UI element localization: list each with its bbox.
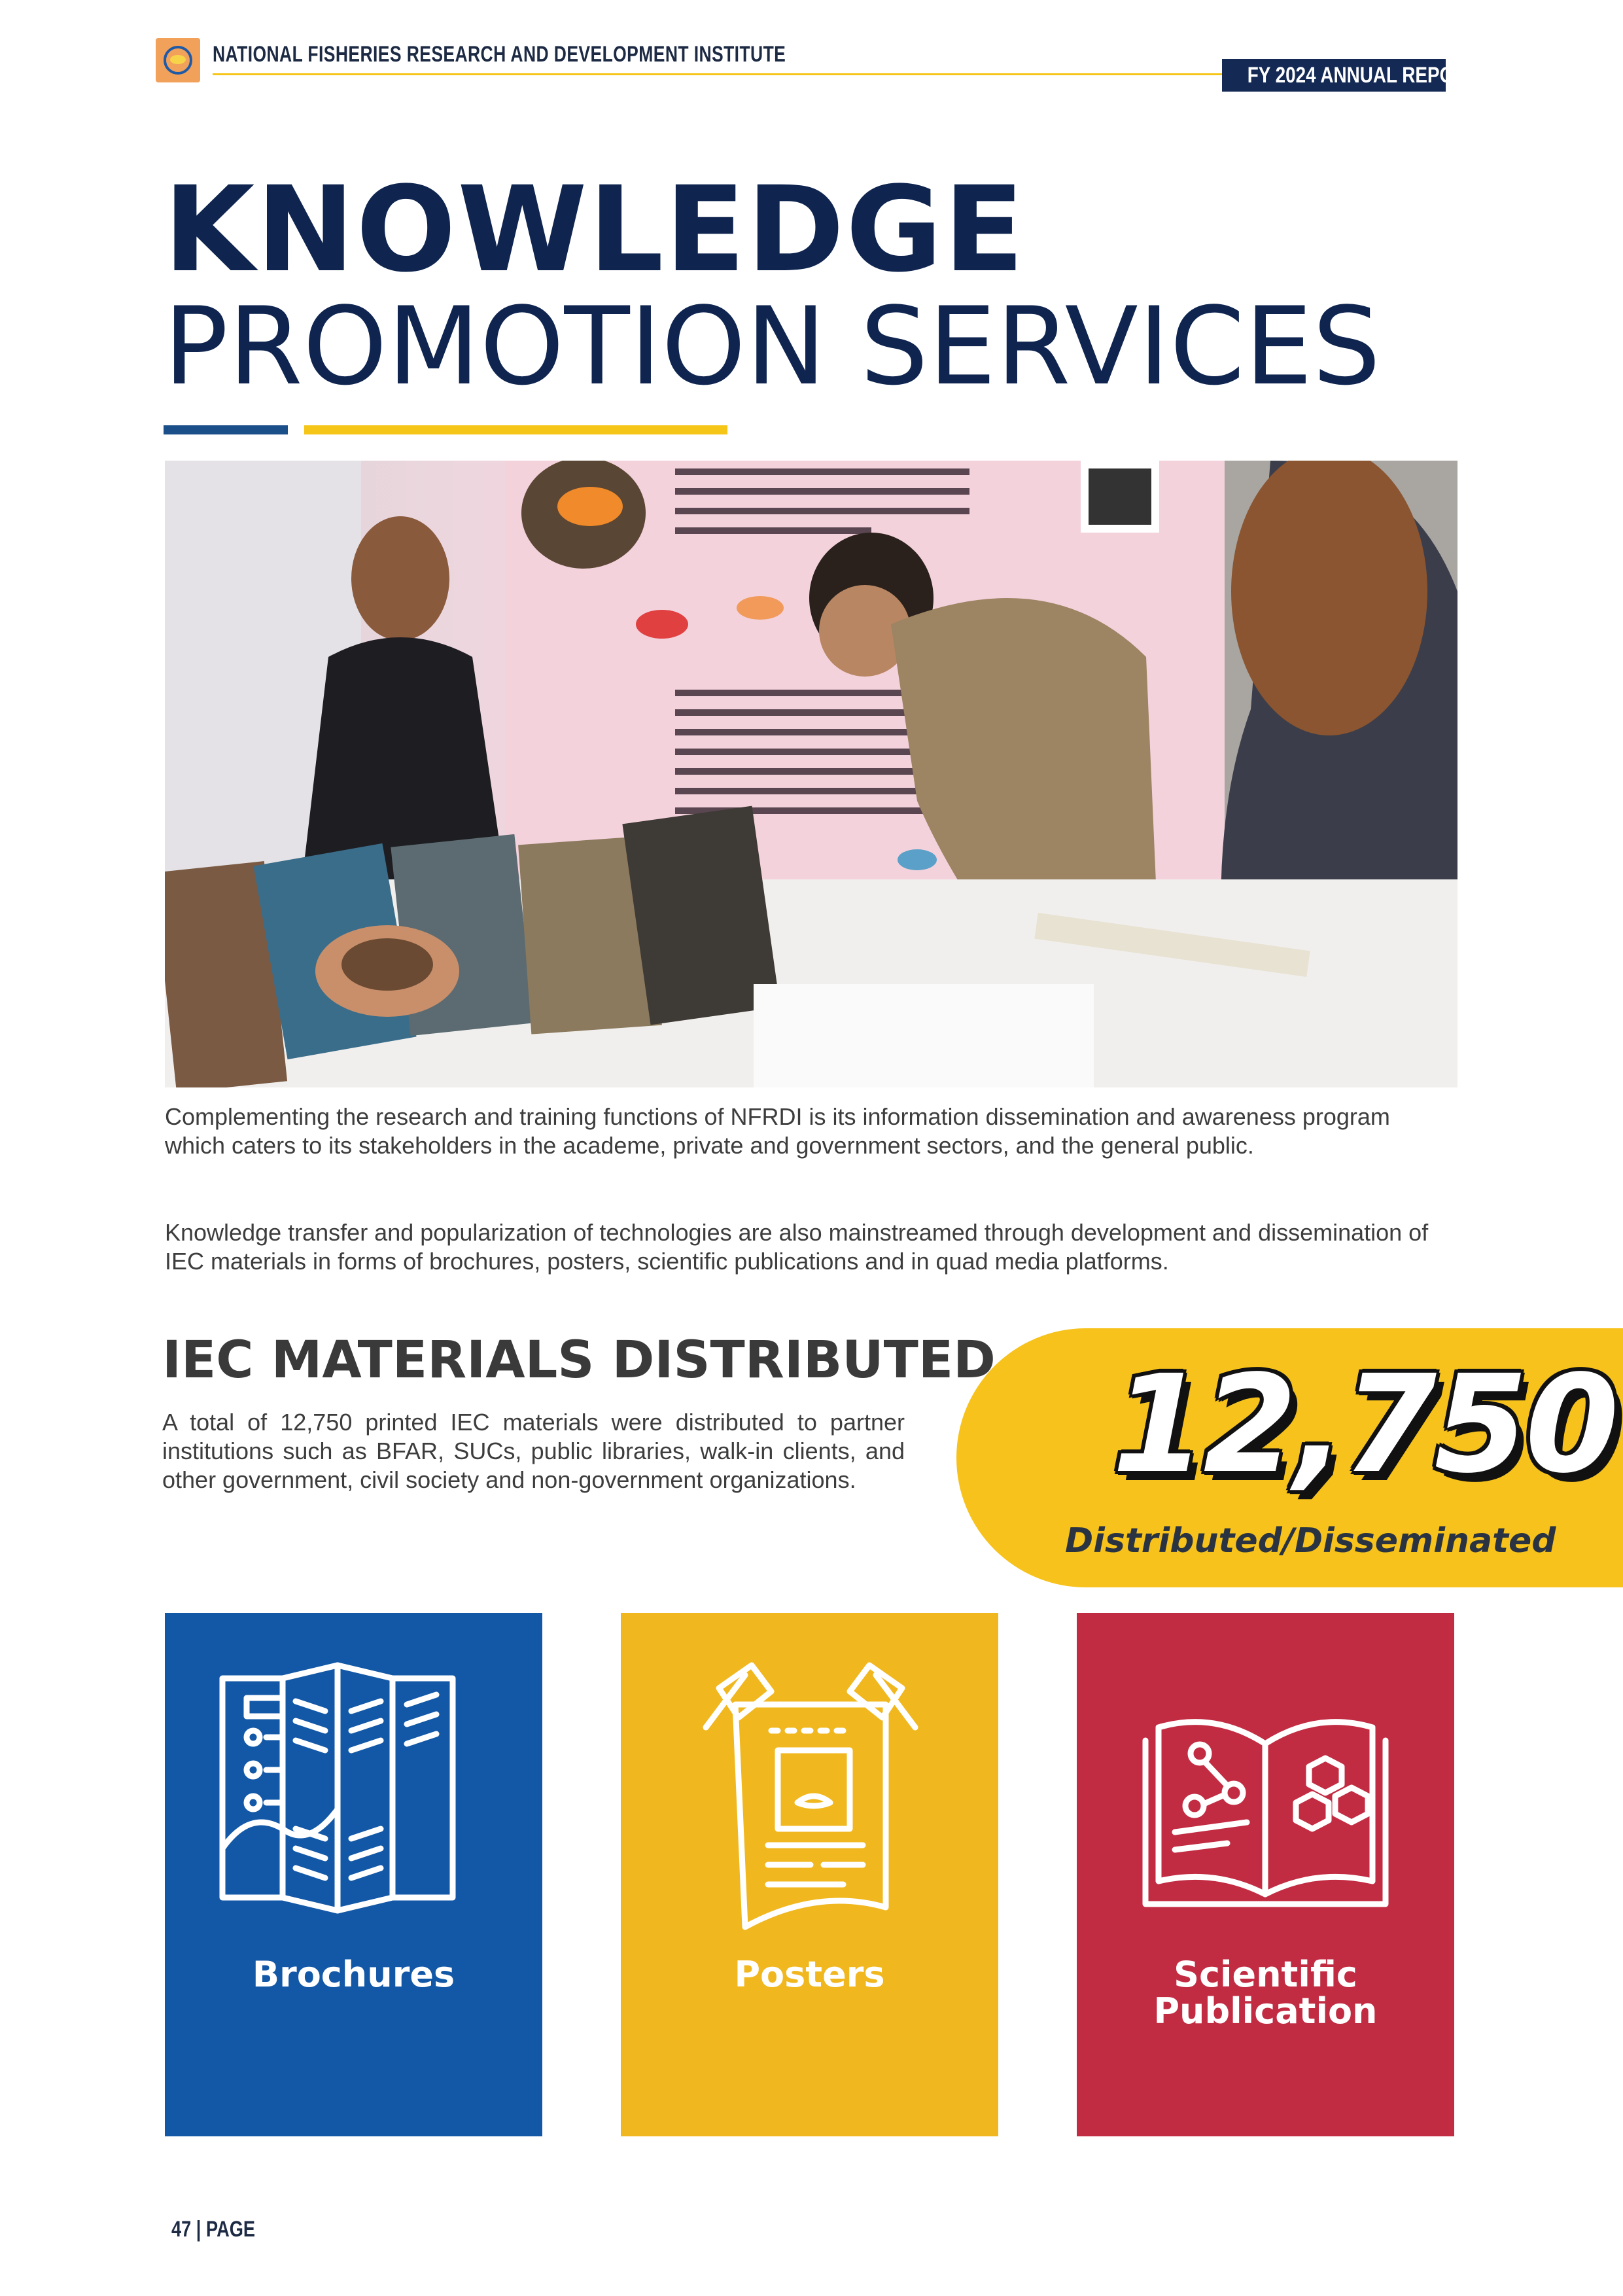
report-badge: [1222, 59, 1478, 92]
exhibit-booth-photo: [165, 461, 1457, 1087]
total-label: Distributed/Disseminated: [1065, 1521, 1556, 1561]
report-badge-text: FY 2024 ANNUAL REPORT: [1247, 63, 1478, 88]
brochures-tile: [165, 1613, 542, 2136]
page-title-line1: KNOWLEDGE: [164, 162, 1026, 298]
posters-tile: [621, 1613, 998, 2136]
brochure-icon: [165, 1613, 542, 2136]
brochures-label: Brochures: [252, 1954, 455, 1995]
scientific-publication-label: Scientific Publication: [1153, 1954, 1378, 2032]
iec-heading: IEC MATERIALS DISTRIBUTED: [162, 1331, 996, 1390]
scientific-publication-tile: [1077, 1613, 1454, 2136]
poster-icon: [621, 1613, 998, 2136]
institute-name: NATIONAL FISHERIES RESEARCH AND DEVELOPMENT INSTITUTE: [213, 42, 786, 67]
title-accent-blue: [164, 425, 288, 434]
posters-label: Posters: [734, 1954, 885, 1995]
institute-logo: [156, 38, 200, 82]
iec-description: A total of 12,750 printed IEC materials were distributed to partner institutions such as BFAR, SUCs, public libraries, walk-in clients, and other government, civil society and non-government organizations.: [162, 1409, 905, 1493]
page-title-line2: PROMOTION SERVICES: [164, 284, 1381, 409]
intro-paragraph: Complementing the research and training functions of NFRDI is its information dissemination and awareness program which caters to its stakeholders in the academe, private and government sectors, and the general public.: [165, 1103, 1390, 1159]
open-book-icon: [1077, 1613, 1454, 2136]
page-number: 47 | PAGE: [171, 2217, 256, 2242]
title-accent-yellow: [304, 425, 727, 434]
total-number: 12,750: [1112, 1346, 1616, 1503]
knowledge-transfer-paragraph: Knowledge transfer and popularization of technologies are also mainstreamed through development and dissemination of IEC materials in forms of brochures, posters, scientific publications and in quad media platforms.: [165, 1219, 1429, 1275]
